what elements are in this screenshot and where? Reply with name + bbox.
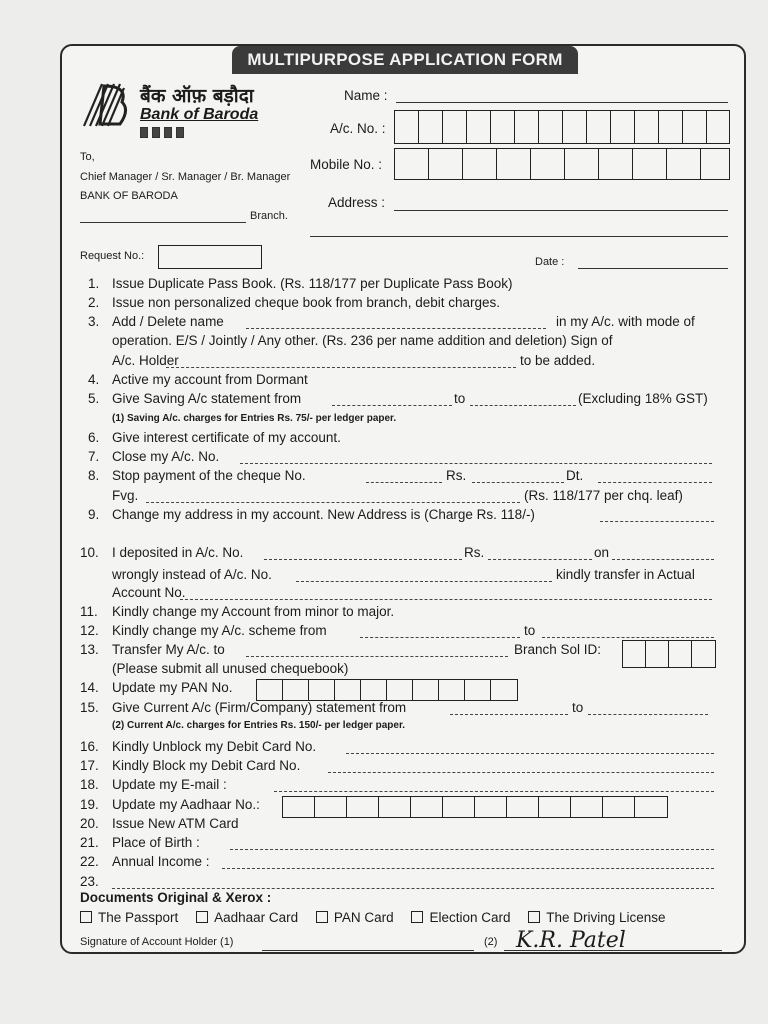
item-text: Kindly change my Account from minor to major. bbox=[112, 604, 395, 619]
name-label: Name : bbox=[344, 88, 388, 103]
item-number: 18. bbox=[80, 777, 99, 792]
item-number: 20. bbox=[80, 816, 99, 831]
name-field[interactable] bbox=[396, 102, 728, 103]
signature-2-label: (2) bbox=[484, 936, 498, 948]
checkbox-icon[interactable] bbox=[80, 911, 92, 923]
item-fill-line[interactable] bbox=[542, 637, 714, 638]
item-fill-line[interactable] bbox=[230, 849, 714, 850]
item-text: Update my Aadhaar No.: bbox=[112, 797, 260, 812]
checkbox-icon[interactable] bbox=[528, 911, 540, 923]
manager-label: Chief Manager / Sr. Manager / Br. Manager bbox=[80, 171, 291, 183]
item-text: Give Saving A/c statement from bbox=[112, 391, 302, 406]
address-label: Address : bbox=[328, 195, 386, 210]
mobile-label: Mobile No. : bbox=[310, 157, 383, 172]
item-number: 2. bbox=[88, 295, 100, 310]
to-label: To, bbox=[80, 151, 95, 163]
checkbox-icon[interactable] bbox=[316, 911, 328, 923]
item-text-part: to bbox=[572, 700, 584, 715]
item-text: Issue Duplicate Pass Book. (Rs. 118/177 per Duplicate Pass Book) bbox=[112, 276, 513, 291]
item-text: (Please submit all unused chequebook) bbox=[112, 661, 349, 676]
doc-pan-option[interactable]: PAN Card bbox=[316, 910, 394, 925]
item-text-part: to be added. bbox=[520, 353, 596, 368]
item-number: 22. bbox=[80, 854, 99, 869]
item-number: 19. bbox=[80, 797, 99, 812]
item-number: 4. bbox=[88, 372, 100, 387]
item-text: Account No. bbox=[112, 585, 186, 600]
item-text-part: kindly transfer in Actual bbox=[556, 567, 695, 582]
item-text: wrongly instead of A/c. No. bbox=[112, 567, 272, 582]
item-number: 6. bbox=[88, 430, 100, 445]
handwritten-signature: K.R. Patel bbox=[516, 928, 626, 953]
item-text: Kindly Block my Debit Card No. bbox=[112, 758, 301, 773]
item-text-part: Branch Sol ID: bbox=[514, 642, 602, 657]
item-text: Place of Birth : bbox=[112, 835, 200, 850]
item-text: Issue non personalized cheque book from branch, debit charges. bbox=[112, 295, 500, 310]
item-text-part: in my A/c. with mode of bbox=[556, 314, 695, 329]
item-fill-line[interactable] bbox=[328, 772, 714, 773]
item-fill-line[interactable] bbox=[146, 502, 520, 503]
item-number: 16. bbox=[80, 739, 99, 754]
item-number: 9. bbox=[88, 507, 100, 522]
item-number: 5. bbox=[88, 391, 100, 406]
aadhaar-number-boxes[interactable] bbox=[282, 796, 668, 818]
item-text: Update my E-mail : bbox=[112, 777, 227, 792]
item-text-part: Rs. bbox=[464, 545, 485, 560]
item-text: Kindly change my A/c. scheme from bbox=[112, 623, 327, 638]
date-label: Date : bbox=[535, 256, 565, 268]
item-number: 23. bbox=[80, 874, 99, 889]
address-field-1[interactable] bbox=[394, 210, 728, 211]
item-number: 7. bbox=[88, 449, 100, 464]
bank-name-english: Bank of Baroda bbox=[140, 106, 259, 123]
bank-of-baroda-logo-icon bbox=[80, 80, 130, 130]
item-fill-line[interactable] bbox=[588, 714, 708, 715]
item-text: Kindly Unblock my Debit Card No. bbox=[112, 739, 317, 754]
item-fill-line[interactable] bbox=[600, 521, 714, 522]
item-fill-line[interactable] bbox=[180, 599, 712, 600]
request-label: Request No.: bbox=[80, 250, 145, 262]
doc-passport-option[interactable]: The Passport bbox=[80, 910, 178, 925]
item-fill-line[interactable] bbox=[472, 482, 564, 483]
item-text-part: on bbox=[594, 545, 610, 560]
item-fill-line[interactable] bbox=[246, 328, 546, 329]
item-fill-line[interactable] bbox=[332, 405, 452, 406]
item-fill-line[interactable] bbox=[112, 888, 714, 889]
checkbox-icon[interactable] bbox=[196, 911, 208, 923]
account-label: A/c. No. : bbox=[330, 121, 386, 136]
request-number-box[interactable] bbox=[158, 245, 262, 269]
item-fill-line[interactable] bbox=[166, 367, 516, 368]
documents-options bbox=[80, 910, 666, 925]
item-text: Transfer My A/c. to bbox=[112, 642, 225, 657]
item-number: 14. bbox=[80, 680, 99, 695]
item-text: Give interest certificate of my account. bbox=[112, 430, 341, 445]
doc-driving-option[interactable]: The Driving License bbox=[528, 910, 665, 925]
item-fill-line[interactable] bbox=[296, 581, 552, 582]
item-text: Active my account from Dormant bbox=[112, 372, 308, 387]
item-number: 17. bbox=[80, 758, 99, 773]
item-fill-line[interactable] bbox=[366, 482, 442, 483]
item-text-part: Dt. bbox=[566, 468, 584, 483]
item-text: A/c. Holder bbox=[112, 353, 179, 368]
item-text: Fvg. bbox=[112, 488, 139, 503]
item-text: Annual Income : bbox=[112, 854, 210, 869]
item-text-part: (Rs. 118/177 per chq. leaf) bbox=[524, 488, 683, 503]
item-text-part: to bbox=[454, 391, 466, 406]
item-number: 12. bbox=[80, 623, 99, 638]
item-number: 13. bbox=[80, 642, 99, 657]
item-fill-line[interactable] bbox=[450, 714, 568, 715]
item-number: 15. bbox=[80, 700, 99, 715]
item-number: 1. bbox=[88, 276, 100, 291]
item-fill-line[interactable] bbox=[470, 405, 576, 406]
item-text: Change my address in my account. New Address is (Charge Rs. 118/-) bbox=[112, 507, 535, 522]
item-text: Stop payment of the cheque No. bbox=[112, 468, 306, 483]
item-fill-line[interactable] bbox=[488, 559, 592, 560]
item-fill-line[interactable] bbox=[346, 753, 714, 754]
item-text: I deposited in A/c. No. bbox=[112, 545, 244, 560]
item-text-part: Rs. bbox=[446, 468, 467, 483]
form-title: MULTIPURPOSE APPLICATION FORM bbox=[232, 46, 578, 74]
mobile-number-boxes[interactable] bbox=[394, 148, 730, 180]
item-fill-line[interactable] bbox=[598, 482, 712, 483]
item-fill-line[interactable] bbox=[240, 463, 712, 464]
bank-name-label: BANK OF BARODA bbox=[80, 190, 178, 202]
item-fill-line[interactable] bbox=[274, 791, 714, 792]
item-number: 3. bbox=[88, 314, 100, 329]
signature-1-field[interactable] bbox=[262, 950, 474, 951]
documents-heading: Documents Original & Xerox : bbox=[80, 890, 272, 905]
saving-charges-note: (1) Saving A/c. charges for Entries Rs. 75/- per ledger paper. bbox=[112, 413, 397, 424]
logo-tags bbox=[140, 127, 184, 138]
current-charges-note: (2) Current A/c. charges for Entries Rs. 150/- per ledger paper. bbox=[112, 720, 406, 731]
item-text: operation. E/S / Jointly / Any other. (Rs. 236 per name addition and deletion) Sign of bbox=[112, 333, 613, 348]
item-number: 10. bbox=[80, 545, 99, 560]
item-text: Close my A/c. No. bbox=[112, 449, 220, 464]
item-number: 21. bbox=[80, 835, 99, 850]
item-fill-line[interactable] bbox=[222, 868, 714, 869]
item-text: Give Current A/c (Firm/Company) statement from bbox=[112, 700, 407, 715]
item-text-part: to bbox=[524, 623, 536, 638]
doc-aadhaar-option[interactable]: Aadhaar Card bbox=[196, 910, 298, 925]
doc-election-option[interactable]: Election Card bbox=[411, 910, 510, 925]
signature-label: Signature of Account Holder (1) bbox=[80, 936, 234, 948]
checkbox-icon[interactable] bbox=[411, 911, 423, 923]
item-text: Issue New ATM Card bbox=[112, 816, 239, 831]
date-field[interactable] bbox=[578, 268, 728, 269]
item-text-part: (Excluding 18% GST) bbox=[578, 391, 708, 406]
item-number: 8. bbox=[88, 468, 100, 483]
item-fill-line[interactable] bbox=[246, 656, 508, 657]
account-number-boxes[interactable] bbox=[394, 110, 730, 144]
item-text: Update my PAN No. bbox=[112, 680, 233, 695]
item-fill-line[interactable] bbox=[360, 637, 520, 638]
pan-number-boxes[interactable] bbox=[256, 679, 518, 701]
sol-id-boxes[interactable] bbox=[622, 640, 716, 668]
item-fill-line[interactable] bbox=[612, 559, 714, 560]
item-text: Add / Delete name bbox=[112, 314, 224, 329]
branch-label: Branch. bbox=[250, 210, 288, 222]
branch-line[interactable] bbox=[80, 222, 246, 223]
bank-name-hindi: बैंक ऑफ़ बड़ौदा bbox=[140, 85, 254, 107]
item-number: 11. bbox=[80, 604, 98, 619]
address-field-2[interactable] bbox=[310, 236, 728, 237]
item-fill-line[interactable] bbox=[264, 559, 462, 560]
